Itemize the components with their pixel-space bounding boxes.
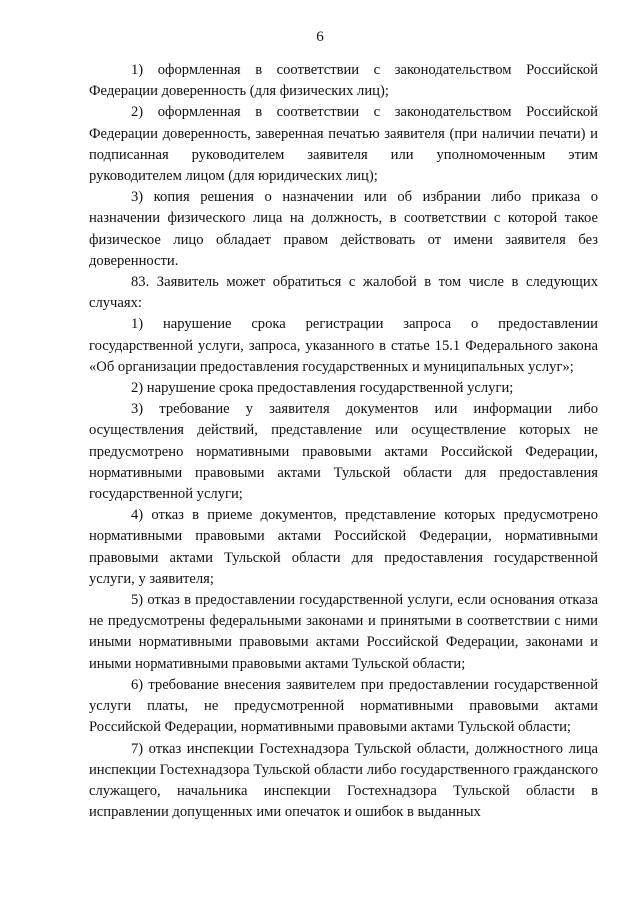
- paragraph-case-7-error-correction: 7) отказ инспекции Гостехнадзора Тульской области, должностного лица инспекции Гостехнадзора Тульской области либо государственного гражданского служащего, начальника инспекции Гостехнадзора Тульской области в исправлении допущенных ими опечаток и ошибок в выданных: [89, 740, 598, 821]
- paragraph-case-3-extra-documents: 3) требование у заявителя документов или информации либо осуществления действий, представление или осуществление которых не предусмотрено нормативными правовыми актами Российской Федерации, нормативными правовыми актами Тульской области для предоставления государственной услуги;: [89, 401, 598, 503]
- paragraph-case-4-refusal-documents: 4) отказ в приеме документов, представление которых предусмотрено нормативными правовыми актами Российской Федерации, нормативными правовыми актами Тульской области для предоставления государственной услуги, у заявителя;: [89, 507, 598, 587]
- paragraph-case-2-service-term: 2) нарушение срока предоставления государственной услуги;: [131, 380, 514, 397]
- paragraph-item-1-poa-individuals: 1) оформленная в соответствии с законодательством Российской Федерации доверенность (для физических лиц);: [89, 62, 598, 100]
- paragraph-case-1-registration-term: 1) нарушение срока регистрации запроса о предоставлении государственной услуги, запроса, указанного в статье 15.1 Федерального закона «Об организации предоставления государственных и муниципальных услуг»;: [89, 316, 598, 375]
- page-body: [89, 60, 598, 823]
- page-number: 6: [316, 29, 324, 45]
- paragraph-item-3-appointment-copy: 3) копия решения о назначении или об избрании либо приказа о назначении физического лица на должность, в соответствии с которой такое физическое лицо обладает правом действовать от имени заявителя без доверенности.: [89, 189, 598, 269]
- paragraph-case-5-refusal-service: 5) отказ в предоставлении государственной услуги, если основания отказа не предусмотрены федеральными законами и принятыми в соответствии с ними иными нормативными правовыми актами Российской Федерации, законами и иными нормативными правовыми актами Тульской области;: [89, 592, 598, 672]
- paragraph-item-2-poa-legal-entities: 2) оформленная в соответствии с законодательством Российской Федерации доверенность, заверенная печатью заявителя (при наличии печати) и подписанная руководителем заявителя или уполномоченным этим руководителем лицом (для юридических лиц);: [89, 104, 598, 185]
- paragraph-case-6-unlawful-fee: 6) требование внесения заявителем при предоставлении государственной услуги платы, не предусмотренной нормативными правовыми актами Российской Федерации, нормативными правовыми актами Тульской области;: [89, 676, 598, 736]
- paragraph-83-complaint-cases: 83. Заявитель может обратиться с жалобой в том числе в следующих случаях:: [89, 274, 598, 312]
